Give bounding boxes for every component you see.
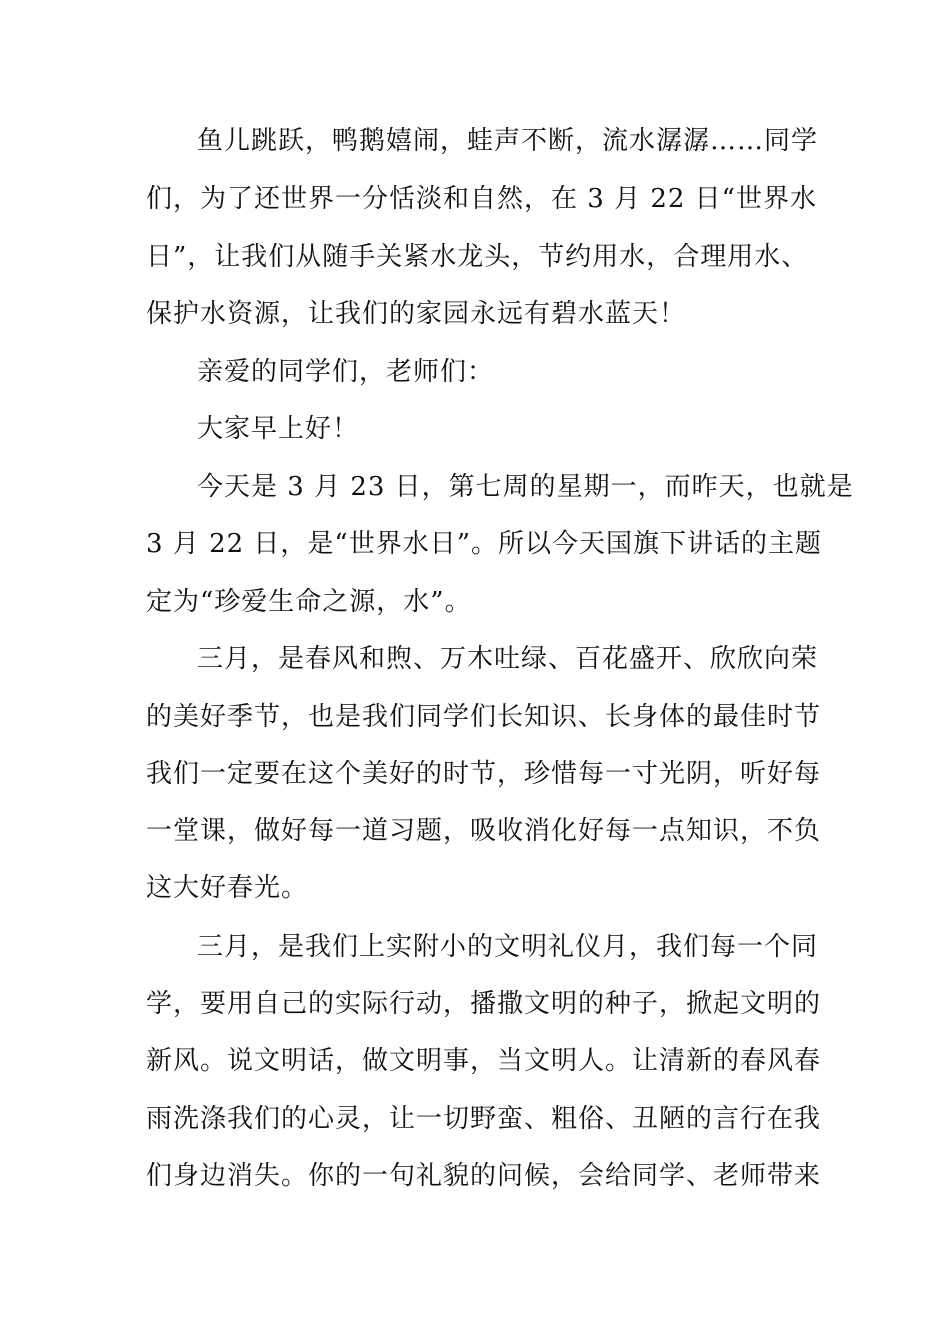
text-line: 们身边消失。你的一句礼貌的问候，会给同学、老师带来 [146, 1161, 822, 1191]
text-line: 新风。说文明话，做文明事，当文明人。让清新的春风春 [146, 1046, 822, 1076]
text-line: 定为“珍爱生命之源，水”。 [146, 587, 472, 617]
text-line: 3 月 22 日，是“世界水日”。所以今天国旗下讲话的主题 [146, 529, 823, 559]
text-line: 鱼儿跳跃，鸭鹅嬉闹，蛙声不断，流水潺潺……同学 [197, 126, 819, 156]
text-line: 三月，是春风和煦、万木吐绿、百花盛开、欣欣向荣 [197, 644, 819, 674]
text-line: 一堂课，做好每一道习题，吸收消化好每一点知识，不负 [146, 816, 822, 846]
text-line: 雨洗涤我们的心灵，让一切野蛮、粗俗、丑陋的言行在我 [146, 1104, 822, 1134]
text-line: 们，为了还世界一分恬淡和自然，在 3 月 22 日“世界水 [146, 184, 817, 214]
text-line: 日”，让我们从随手关紧水龙头，节约用水，合理用水、 [146, 242, 809, 272]
text-line: 三月，是我们上实附小的文明礼仪月，我们每一个同 [197, 932, 819, 962]
text-line: 这大好春光。 [146, 873, 309, 903]
text-line: 保护水资源，让我们的家园永远有碧水蓝天！ [146, 299, 687, 329]
text-line: 学，要用自己的实际行动，播撒文明的种子，掀起文明的 [146, 989, 822, 1019]
text-line: 大家早上好！ [197, 414, 360, 444]
text-line: 亲爱的同学们，老师们： [197, 357, 495, 387]
text-line: 我们一定要在这个美好的时节，珍惜每一寸光阴，听好每 [146, 759, 822, 789]
text-line: 今天是 3 月 23 日，第七周的星期一，而昨天，也就是 [197, 472, 854, 502]
text-line: 的美好季节，也是我们同学们长知识、长身体的最佳时节 [146, 702, 822, 732]
